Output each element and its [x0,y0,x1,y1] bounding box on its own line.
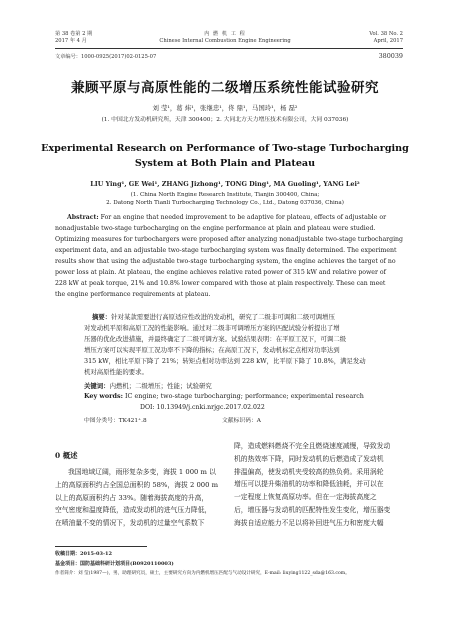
volume-issue-en: Vol. 38 No. 2 [369,31,403,37]
title-en-line1: Experimental Research on Performance of Two-stage Turbocharging [41,143,409,154]
document-code: 文献标识码：A [222,418,261,424]
abstract-zh-line: 增压方案可以实现平原工况功率不下降的指标；在高原工况下，发动机标定点相对功率达到 [84,346,340,354]
abstract-en-line: 228 kW at peak torque, 21% and 10.8% lower compared with those at plain respectively. These can meet [55,280,386,287]
body-line: 以上的高原面积约占 33%。随着海拔高度的升高， [55,493,209,502]
volume-issue: 第 38 卷第 2 期 [55,31,93,37]
abstract-zh-label: 摘要： [92,313,112,321]
keywords-en [84,392,404,400]
body-line: 机的热效率下降，同时发动机的后燃造成了发动机 [234,454,384,463]
body-line: 空气密度和温度降低，造成发动机的进气压力降低， [55,506,212,515]
affiliation-en-line2: 2. Datong North Tianli Turbocharging Technology Co., Ltd., Datong 037036, China) [106,200,344,206]
journal-volume-en [300,31,403,45]
abstract-zh-line [84,312,394,323]
body-line: 增压可以提升柴油机的功率和降低油耗，并可以在 [234,480,384,489]
abstract-en-line: results show that using the adjustable two-stage turbocharging system, the engine achieves the target of no [55,258,396,265]
journal-name-zh: 内 燃 机 工 程 [204,31,246,37]
keywords-zh-text: 内燃机；二级增压；性能；试验研究 [109,382,212,390]
abstract-en-label: Abstract: [67,214,99,221]
authors-en: LIU Ying¹, GE Wei¹, ZHANG Jizhong¹, TONG Ding¹, MA Guoling¹, YANG Lei² [90,180,360,188]
keywords-en-label: Key words: [84,392,123,400]
footnote-author: 作者简介：刘 莹(1987—)，男，助理研究员，硕士，主要研究方向为内燃机增压匹配与气动设计研究，E-mail: liuying1122_sda@163.com。 [55,571,350,576]
title-zh: 兼顾平原与高原性能的二级增压系统性能试验研究 [71,80,379,96]
body-line: 我国地域辽阔，雨形复杂多变，海拔 1 000 m 以 [68,468,216,476]
body-right-column [234,440,403,530]
keywords-zh-label: 关键词： [84,382,110,390]
section-heading: 0 概述 [55,451,78,460]
classification-code: 中图分类号：TK421⁺.8 [84,418,147,424]
title-en [30,141,420,171]
body-line: 排温偏高，使发动机夹受较高的热负荷。采用涡轮 [234,467,384,476]
body-line: 上的高原面积约占全国总面积的 58%，海拔 2 000 m [55,480,219,489]
abstract-zh-line: 对发动机平原和高原工况的性能影响。通过对二级非可调增压方案的匹配试验分析提出了增 [84,324,340,332]
issue-date: 2017 年 4 月 [55,38,87,44]
doi: DOI: 10.13949/j.cnki.nrjgc.2017.02.022 [140,404,265,411]
footnote-received: 收稿日期：2015-03-12 [55,551,112,557]
abstract-zh [84,312,394,378]
keywords-zh [84,381,404,390]
abstract-en-line: power loss at plain. At plateau, the engine achieves relative rated power of 315 kW and relative power of [55,269,386,276]
header-rule [55,48,403,49]
title-en-line2: System at Both Plain and Plateau [134,158,316,169]
abstract-en-line [55,212,405,223]
body-line: 降，造成燃料燃烧不完全且燃烧速度减慢，导致发动 [234,442,391,450]
affiliation-en-line1: (1. China North Engine Research Institute, Tianjin 300400, China; [130,192,320,198]
body-line: 在喷油量不变的情况下，发动机的过量空气系数下 [55,519,205,528]
doc-number: 380039 [378,52,403,60]
footnote-rule [55,546,147,547]
journal-name-en: Chinese Internal Combustion Engine Engineering [159,38,291,44]
journal-name [130,31,320,45]
abstract-zh-line: 机对高原性能的要求。 [84,368,148,376]
abstract-en-text: For an engine that needed improvement to be adaptive for plateau, effects of adjustable or [100,214,387,221]
abstract-en-line: nonadjustable two-stage turbocharging on the engine performance at plain and plateau were studied. [55,225,376,232]
abstract-zh-line: 压器的优化改进措施，并最终确定了二级可调方案。试验结果表明：在平原工况下，可调二级 [84,335,347,343]
keywords-en-text: IC engine; two-stage turbocharging; performance; experimental research [125,392,364,400]
abstract-en-line: experiment data, and an adjustable two-stage turbocharging system was finally determined. The experiment [55,247,397,254]
abstract-zh-text: 针对某款需要进行高原适应性改进的发动机，研究了二级非可调和二级可调增压 [111,313,335,321]
body-line: 后，增压器与发动机的匹配特性发生变化，增压器变 [234,505,391,514]
abstract-en-line: the engine performance requirements at plateau. [55,291,211,298]
footnotes [55,550,405,579]
body-line: 一定程度上恢复高原功率。但在一定海拔高度之 [234,493,377,502]
footnote-funding: 基金项目：国防基础科研计划项目(B0920110003) [55,560,174,567]
affiliation-zh: (1. 中国北方发动机研究所，天津 300400；2. 大同北方天力增压技术有限公司，大同 037036) [101,117,349,123]
issue-date-en: April, 2017 [373,38,403,44]
affiliation-en [30,191,420,207]
body-line: 海拔自适应能力不足以将补回进气压力和密度大幅 [234,518,384,527]
abstract-en-line: Optimizing measures for turbochargers were proposed after analyzing nonadjustable two-stage turbocharging [55,236,403,243]
authors-zh: 刘 莹¹，葛 炜¹，张继忠¹，佟 鼎¹，马国玲¹，杨 磊² [152,104,298,112]
body-left-column [55,466,222,530]
article-id: 文章编号：1000-0925(2017)02-0125-07 [55,54,157,60]
abstract-zh-line: 315 kW，相比平原下降了 21%；转矩点相对功率达到 228 kW，比平原下降了 10.8%，满足发动 [84,357,366,365]
abstract-en [55,212,405,300]
